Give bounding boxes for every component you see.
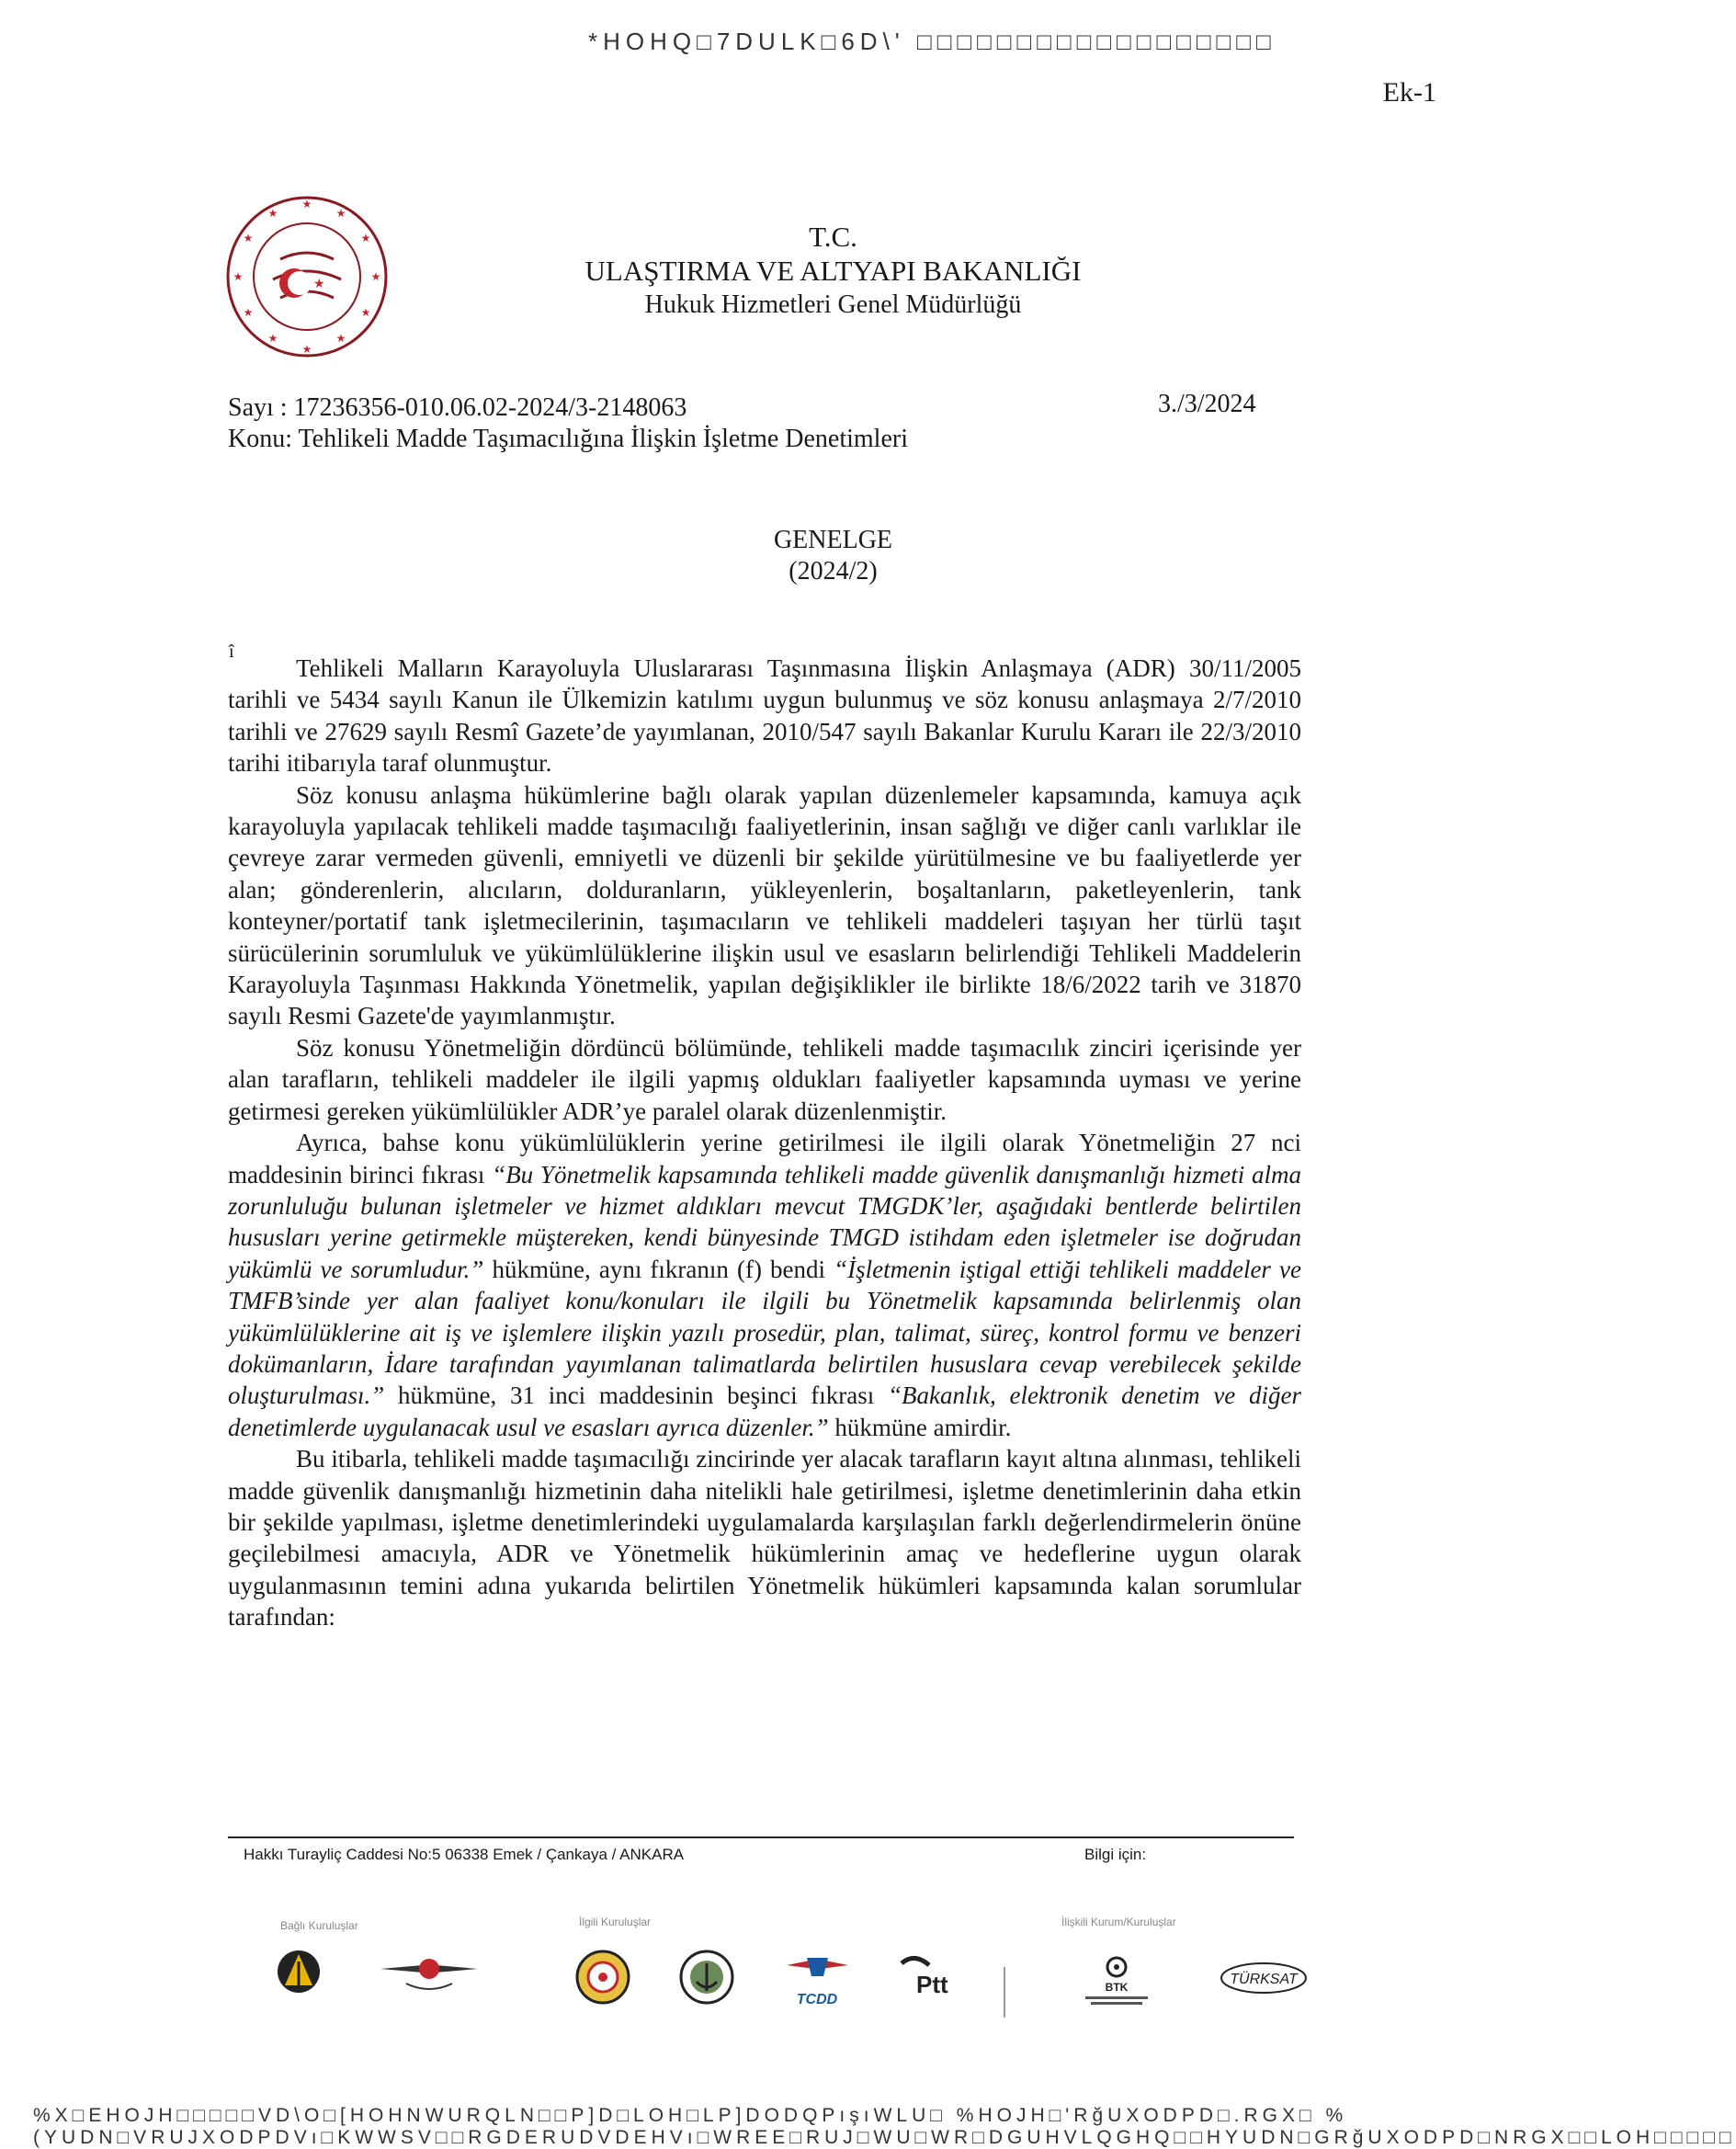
document-type: GENELGE <box>773 526 893 554</box>
circular-number: (2024/2) <box>789 557 878 586</box>
btk-logo-icon <box>1071 1949 1163 2009</box>
paragraph-3: Söz konusu Yönetmeliğin dördüncü bölümünde, tehlikeli madde taşımacılık zinciri içerisinde yer alan tarafların, tehlikeli maddeler ile ilgili yapmış oldukları faaliyetler kapsamında uyması ve yerine getirmesi gereken yükümlülükler ADR’ye paralel olarak düzenlenmiştir. <box>228 1033 1301 1125</box>
svg-text:★: ★ <box>313 277 325 291</box>
p4-quote-3: “Bakanlık, elektronik denetim ve diğer denetimlerde uygulanacak usul ve esasları ayrıca düzenler.” <box>228 1382 1302 1441</box>
kiyi-emniyeti-logo-icon <box>678 1949 735 2006</box>
svg-text:★: ★ <box>243 306 254 319</box>
svg-text:★: ★ <box>360 306 371 319</box>
footer-address: Hakkı Turayliç Caddesi No:5 06338 Emek / Çankaya / ANKARA <box>244 1846 685 1863</box>
p4-text-c: hükmüne, 31 inci maddesinin beşinci fıkrası <box>384 1382 889 1410</box>
svg-text:★: ★ <box>233 270 244 283</box>
p4-text-b: hükmüne, aynı fıkranın (f) bendi <box>483 1255 834 1283</box>
tcdd-logo-icon <box>783 1949 852 2009</box>
verification-line-1: %X□EHOJH□□□□□VD\O□[HOHNWURQLN□□P]D□LOH□LP]DODQPışıWLU□ %HOJH□'RğUXODPD□.RGX□ % <box>33 2105 1348 2126</box>
dhmi-logo-icon <box>574 1949 631 2006</box>
paragraph-4 <box>228 1127 1301 1443</box>
paragraph-5: Bu itibarla, tehlikeli madde taşımacılığı zincirinde yer alacak tarafların kayıt altına alınması, tehlikeli madde güvenlik danışmanlığı hizmetinin daha nitelikli hale getirilmesi, işletme denetimlerinin daha etkin bir şekilde yapılması, işletme denetimlerindeki uygulamalarda karşılaşılan farklı değerlendirmelerin önüne geçilebilmesi amacıyla, ADR ve Yönetmelik hükümlerinin amaç ve hedeflerine uygun olarak uygulanmasının temini adına yukarıda belirtilen Yönetmelik hükümleri kapsamında kalan sorumlular tarafından: <box>228 1445 1301 1632</box>
ptt-logo-icon <box>896 1949 970 2004</box>
header-stamp: *HOHQ□7DULK□6D\' □□□□□□□□□□□□□□□□□□ <box>588 28 1276 55</box>
number-label: Sayı <box>228 393 274 422</box>
footer-divider <box>228 1836 1294 1838</box>
margin-mark: î <box>229 642 234 662</box>
svg-text:★: ★ <box>360 232 371 244</box>
letterhead-country: T.C. <box>809 221 857 253</box>
svg-text:★: ★ <box>370 270 381 283</box>
paragraph-1: Tehlikeli Malların Karayoluyla Uluslararası Taşınmasına İlişkin Anlaşmaya (ADR) 30/11/2005 tarihli ve 5434 sayılı Kanun ile Ülkemizin katılımı uygun bulunmuş ve söz konusu anlaşmaya 2/7/2010 tarihli ve 27629 sayılı Resmî Gazete’de yayımlanan, 2010/547 sayılı Bakanlar Kurulu Kararı ile 22/3/2010 tarihi itibarıyla taraf olunmuştur. <box>228 654 1301 778</box>
p4-quote-1: “Bu Yönetmelik kapsamında tehlikeli madde güvenlik danışmanlığı hizmeti alma zorunluluğu bulunan işletmeler ve hizmet aldıkları mevcut TMGDK’ler, aşağıdaki bentlerde belirtilen hususları yerine getirmekle müştereken, kendi bünyesinde TMGD istihdam eden işletmeler ise doğrudan yükümlü ve sorumludur.” <box>228 1160 1301 1283</box>
p4-text-a: Ayrıca, bahse konu yükümlülüklerin yerine getirilmesi ile ilgili olarak Yönetmeliğin 27 nci maddesinin birinci fıkrası <box>228 1129 1301 1188</box>
turksat-logo-text: TÜRKSAT <box>1230 1972 1298 1987</box>
svg-text:★: ★ <box>301 343 312 356</box>
svg-text:★: ★ <box>243 232 254 244</box>
subject-value: Tehlikeli Madde Taşımacılığına İlişkin İşletme Denetimleri <box>298 425 908 453</box>
verification-line-2: (YUDN□VRUJXODPDVı□KWWSV□□RGDERUDVDEHVı□WREE□RUJ□WU□WR□DGUHVLQGHQ□□HYUDN□GRğUXODPD□NRGX□□LOH□□□□□ <box>33 2127 1736 2148</box>
document-date: 3./3/2024 <box>1158 390 1256 418</box>
subject-label: Konu: <box>228 425 292 453</box>
letterhead-department: Hukuk Hizmetleri Genel Müdürlüğü <box>644 290 1022 319</box>
svg-text:★: ★ <box>267 207 278 220</box>
document-number <box>228 393 686 423</box>
svg-text:★: ★ <box>335 332 346 345</box>
annex-label: Ek-1 <box>1382 77 1436 108</box>
footer-logo-divider <box>1004 1967 1005 2018</box>
footer-group-related: İlgili Kuruluşlar <box>579 1916 652 1928</box>
footer-group-affiliated: Bağlı Kuruluşlar <box>280 1919 358 1932</box>
footer-group-associated: İlişkili Kurum/Kuruluşlar <box>1061 1916 1176 1928</box>
kgm-logo-icon <box>276 1949 322 1995</box>
paragraph-2: Söz konusu anlaşma hükümlerine bağlı olarak yapılan düzenlemeler kapsamında, kamuya açık karayoluyla yapılacak tehlikeli madde taşımacılığı faaliyetlerinin, insan sağlığı ve diğer canlı varlıklar ile çevreye zarar vermeden güvenli, emniyetli ve düzenli bir şekilde yürütülmesine ve bu faaliyetlerde yer alan; gönderenlerin, alıcıların, dolduranların, yükleyenlerin, boşaltanların, paketleyenlerin, tank konteyner/portatif tank işletmecilerinin, taşımacıların ve tehlikeli maddeleri taşıyan her türlü taşıt sürücülerinin sorumluluk ve yükümlülüklerine ilişkin usul ve esasların belirlendiği Tehlikeli Maddelerin Karayoluyla Taşınması Hakkında Yönetmelik, yapılan değişiklikler ile birlikte 18/6/2022 tarih ve 31870 sayılı Resmi Gazete'de yayımlanmıştır. <box>228 780 1301 1030</box>
ptt-logo-text: Ptt <box>916 1971 948 1998</box>
document-body <box>228 653 1301 1633</box>
btk-logo-text: BTK <box>1105 1981 1129 1994</box>
tcdd-logo-text: TCDD <box>796 1992 838 2007</box>
svg-text:★: ★ <box>301 198 312 210</box>
footer-info-label: Bilgi için: <box>1084 1846 1147 1863</box>
svg-text:★: ★ <box>335 207 346 220</box>
letterhead-ministry: ULAŞTIRMA VE ALTYAPI BAKANLIĞI <box>584 255 1082 287</box>
svg-text:★: ★ <box>267 332 278 345</box>
turksat-logo-icon <box>1213 1949 1314 2004</box>
p4-quote-2: “İşletmenin iştigal ettiği tehlikeli maddeler ve TMFB’sinde yer alan faaliyet konu/konuları ile ilgili bu Yönetmelik kapsamında belirlenmiş olan yükümlülüklerine ait iş ve işlemlere ilişkin yazılı prosedür, plan, talimat, süreç, kontrol formu ve benzeri dokümanların, İdare tarafından yayımlanan talimatlarda belirtilen hususlara cevap verebilecek şekilde oluşturulması.” <box>228 1255 1301 1410</box>
document-subject <box>228 425 908 454</box>
shgm-logo-icon <box>379 1949 480 1995</box>
number-value: : 17236356-010.06.02-2024/3-2148063 <box>279 393 687 422</box>
p4-text-d: hükmüne amirdir. <box>828 1413 1012 1441</box>
